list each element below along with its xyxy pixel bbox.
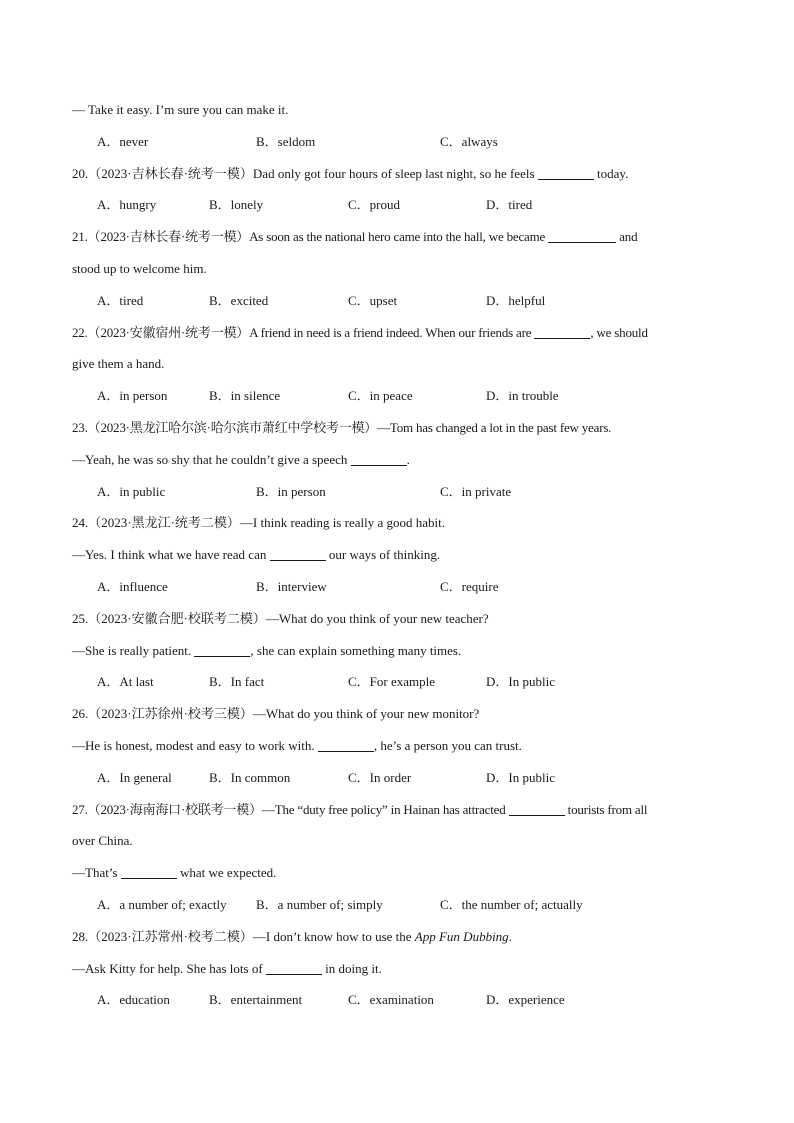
option-c[interactable]: C．proud	[348, 197, 401, 213]
option-c[interactable]: C．upset	[348, 292, 398, 308]
option-c[interactable]: C．in peace	[348, 388, 413, 404]
question-25-stem	[72, 609, 722, 641]
option-b[interactable]: B．in silence	[209, 388, 281, 404]
question-27-reply	[72, 863, 722, 895]
stem-text: 23.（2023·黑龙江哈尔滨·哈尔滨市萧红中学校考一模）—Tom has changed a lot in the past few years.	[72, 419, 612, 435]
option-d[interactable]: D．tired	[486, 197, 533, 213]
question-19-reply	[72, 100, 722, 132]
reply-text: —Yes. I think what we have read can	[72, 547, 267, 563]
question-26-stem	[72, 704, 722, 736]
option-a[interactable]: A．At last	[97, 674, 154, 690]
question-28-reply	[72, 959, 722, 991]
option-c[interactable]: C．examination	[348, 992, 434, 1008]
app-name: App Fun Dubbing	[414, 928, 509, 944]
stem-text: 20.（2023·吉林长春·统考一模）Dad only got four hours of sleep last night, so he feels	[72, 165, 535, 181]
question-26-options	[72, 768, 722, 800]
option-b[interactable]: B．seldom	[256, 133, 316, 149]
answer-blank[interactable]	[538, 165, 594, 180]
stem-text: 24.（2023·黑龙江·统考二模）—I think reading is really a good habit.	[72, 515, 445, 531]
answer-blank[interactable]	[509, 801, 565, 816]
stem-text: and	[619, 229, 638, 245]
answer-blank[interactable]	[534, 324, 590, 339]
reply-text: , he’s a person you can trust.	[373, 737, 522, 753]
question-26-reply	[72, 736, 722, 768]
question-page	[72, 100, 722, 1022]
option-a[interactable]: A．tired	[97, 292, 144, 308]
answer-blank[interactable]	[548, 228, 616, 243]
question-23-reply	[72, 450, 722, 482]
reply-text: what we expected.	[180, 865, 277, 881]
question-27-stem	[72, 800, 722, 832]
question-23-options	[72, 482, 722, 514]
stem-text: 26.（2023·江苏徐州·校考三模）—What do you think of your new monitor?	[72, 706, 480, 722]
question-25-options	[72, 672, 722, 704]
stem-text: , we should	[590, 324, 648, 340]
option-b[interactable]: B．In common	[209, 769, 291, 785]
option-c[interactable]: C．the number of; actually	[440, 896, 583, 912]
option-d[interactable]: D．In public	[486, 769, 555, 785]
option-c[interactable]: C．In order	[348, 769, 412, 785]
option-b[interactable]: B．a number of; simply	[256, 896, 383, 912]
option-b[interactable]: B．In fact	[209, 674, 265, 690]
question-21-stem-cont	[72, 259, 722, 291]
question-27-options	[72, 895, 722, 927]
question-24-options	[72, 577, 722, 609]
option-d[interactable]: D．in trouble	[486, 388, 559, 404]
stem-text: today.	[597, 165, 629, 181]
answer-blank[interactable]	[351, 451, 407, 466]
reply-text: , she can explain something many times.	[250, 642, 462, 658]
option-c[interactable]: C．For example	[348, 674, 436, 690]
option-a[interactable]: A．a number of; exactly	[97, 896, 227, 912]
answer-blank[interactable]	[121, 864, 177, 879]
option-b[interactable]: B．entertainment	[209, 992, 303, 1008]
stem-text: give them a hand.	[72, 356, 165, 372]
question-24-reply	[72, 545, 722, 577]
stem-text: .	[508, 928, 512, 944]
stem-text: tourists from all	[567, 801, 648, 817]
question-22-options	[72, 386, 722, 418]
reply-text: —Ask Kitty for help. She has lots of	[72, 960, 263, 976]
reply-text: our ways of thinking.	[328, 547, 441, 563]
option-b[interactable]: B．lonely	[209, 197, 264, 213]
option-c[interactable]: C．always	[440, 133, 498, 149]
answer-blank[interactable]	[266, 960, 322, 975]
question-25-reply	[72, 641, 722, 673]
stem-text: 27.（2023·海南海口·校联考一模）—The “duty free policy” in Hainan has attracted	[72, 801, 506, 817]
question-22-stem	[72, 323, 722, 355]
question-20-options	[72, 195, 722, 227]
answer-blank[interactable]	[270, 546, 326, 561]
option-b[interactable]: B．interview	[256, 578, 327, 594]
reply-text: — Take it easy. I’m sure you can make it.	[72, 102, 289, 117]
option-b[interactable]: B．in person	[256, 483, 326, 499]
reply-text: —She is really patient.	[72, 642, 192, 658]
reply-text: —That’s	[72, 865, 118, 881]
option-a[interactable]: A．never	[97, 133, 149, 149]
stem-text: over China.	[72, 833, 133, 849]
reply-text: —Yeah, he was so shy that he couldn’t give a speech	[72, 451, 348, 467]
question-27-stem-cont	[72, 831, 722, 863]
reply-text: in doing it.	[325, 960, 382, 976]
question-28-stem	[72, 927, 722, 959]
reply-text: —He is honest, modest and easy to work with.	[72, 737, 315, 753]
option-a[interactable]: A．in person	[97, 388, 168, 404]
option-b[interactable]: B．excited	[209, 292, 269, 308]
question-23-stem	[72, 418, 722, 450]
option-d[interactable]: D．helpful	[486, 292, 546, 308]
question-28-options	[72, 990, 722, 1022]
option-a[interactable]: A．In general	[97, 769, 172, 785]
question-21-stem	[72, 227, 722, 259]
option-d[interactable]: D．experience	[486, 992, 565, 1008]
option-d[interactable]: D．In public	[486, 674, 555, 690]
stem-text: 22.（2023·安徽宿州·统考一模）A friend in need is a friend indeed. When our friends are	[72, 324, 532, 340]
option-a[interactable]: A．in public	[97, 483, 166, 499]
stem-text: 28.（2023·江苏常州·校考二模）—I don’t know how to use the	[72, 928, 412, 944]
stem-text: stood up to welcome him.	[72, 260, 207, 276]
option-a[interactable]: A．education	[97, 992, 170, 1008]
answer-blank[interactable]	[318, 737, 374, 752]
option-a[interactable]: A．influence	[97, 578, 168, 594]
answer-blank[interactable]	[194, 642, 250, 657]
question-22-stem-cont	[72, 354, 722, 386]
question-21-options	[72, 291, 722, 323]
option-a[interactable]: A．hungry	[97, 197, 157, 213]
question-24-stem	[72, 513, 722, 545]
question-20-stem	[72, 164, 722, 196]
option-c[interactable]: C．in private	[440, 483, 512, 499]
stem-text: 21.（2023·吉林长春·统考一模）As soon as the national hero came into the hall, we became	[72, 229, 546, 245]
stem-text: 25.（2023·安徽合肥·校联考二模）—What do you think of your new teacher?	[72, 610, 489, 626]
question-19-options	[72, 132, 722, 164]
option-c[interactable]: C．require	[440, 578, 499, 594]
reply-text: .	[406, 451, 410, 467]
